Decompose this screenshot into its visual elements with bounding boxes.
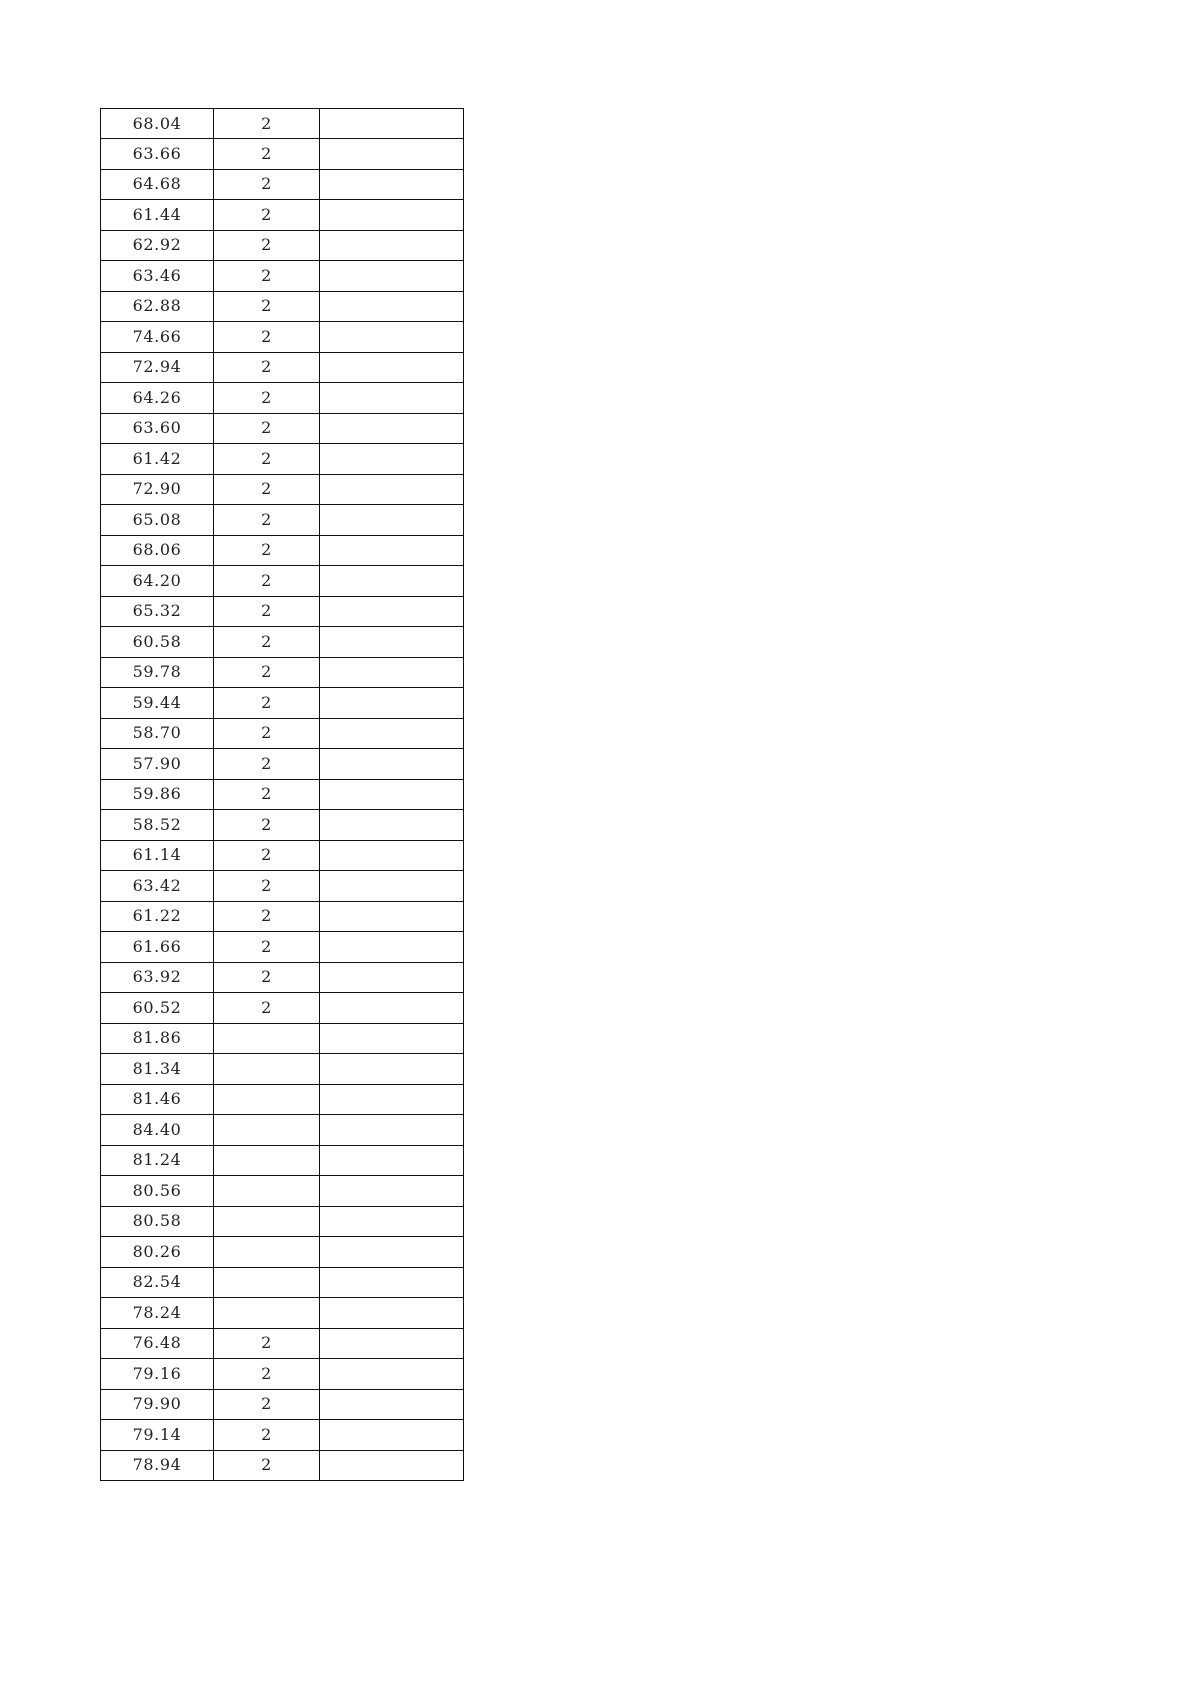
score-cell: 63.92 <box>101 962 214 993</box>
note-cell <box>320 1176 464 1207</box>
note-cell <box>320 261 464 292</box>
note-cell <box>320 444 464 475</box>
table-row <box>101 1084 464 1115</box>
note-cell <box>320 871 464 902</box>
score-cell: 59.86 <box>101 779 214 810</box>
note-cell <box>320 1145 464 1176</box>
count-cell: 2 <box>214 566 320 597</box>
table-row <box>101 1054 464 1085</box>
score-cell: 63.46 <box>101 261 214 292</box>
score-cell: 59.78 <box>101 657 214 688</box>
note-cell <box>320 1328 464 1359</box>
count-cell <box>214 1145 320 1176</box>
note-cell <box>320 993 464 1024</box>
note-cell <box>320 1420 464 1451</box>
count-cell: 2 <box>214 1389 320 1420</box>
note-cell <box>320 810 464 841</box>
table-body <box>101 109 464 1481</box>
count-cell: 2 <box>214 535 320 566</box>
table-row <box>101 1328 464 1359</box>
table-row <box>101 1359 464 1390</box>
note-cell <box>320 200 464 231</box>
table-row <box>101 1176 464 1207</box>
note-cell <box>320 1023 464 1054</box>
note-cell <box>320 1359 464 1390</box>
table-row <box>101 1115 464 1146</box>
note-cell <box>320 322 464 353</box>
score-table <box>100 108 464 1481</box>
table-row <box>101 932 464 963</box>
score-cell: 65.32 <box>101 596 214 627</box>
count-cell: 2 <box>214 200 320 231</box>
score-cell: 80.58 <box>101 1206 214 1237</box>
count-cell <box>214 1237 320 1268</box>
count-cell <box>214 1176 320 1207</box>
count-cell: 2 <box>214 932 320 963</box>
note-cell <box>320 718 464 749</box>
count-cell: 2 <box>214 291 320 322</box>
count-cell <box>214 1206 320 1237</box>
table-row <box>101 657 464 688</box>
count-cell: 2 <box>214 657 320 688</box>
table-row <box>101 810 464 841</box>
table-row <box>101 383 464 414</box>
note-cell <box>320 1237 464 1268</box>
count-cell: 2 <box>214 139 320 170</box>
count-cell: 2 <box>214 1359 320 1390</box>
count-cell: 2 <box>214 444 320 475</box>
table-row <box>101 413 464 444</box>
score-cell: 61.42 <box>101 444 214 475</box>
note-cell <box>320 505 464 536</box>
score-cell: 81.46 <box>101 1084 214 1115</box>
count-cell: 2 <box>214 322 320 353</box>
table-row <box>101 1206 464 1237</box>
note-cell <box>320 688 464 719</box>
score-cell: 81.34 <box>101 1054 214 1085</box>
score-cell: 82.54 <box>101 1267 214 1298</box>
score-cell: 68.04 <box>101 109 214 139</box>
score-cell: 68.06 <box>101 535 214 566</box>
note-cell <box>320 1389 464 1420</box>
score-cell: 59.44 <box>101 688 214 719</box>
score-cell: 63.42 <box>101 871 214 902</box>
table-row <box>101 322 464 353</box>
note-cell <box>320 1115 464 1146</box>
count-cell: 2 <box>214 383 320 414</box>
score-cell: 61.66 <box>101 932 214 963</box>
table-row <box>101 535 464 566</box>
count-cell <box>214 1084 320 1115</box>
score-cell: 79.14 <box>101 1420 214 1451</box>
count-cell: 2 <box>214 779 320 810</box>
table-row <box>101 993 464 1024</box>
note-cell <box>320 1298 464 1329</box>
note-cell <box>320 1054 464 1085</box>
table-row <box>101 352 464 383</box>
note-cell <box>320 749 464 780</box>
score-cell: 61.14 <box>101 840 214 871</box>
table-row <box>101 169 464 200</box>
table-row <box>101 139 464 170</box>
score-cell: 72.90 <box>101 474 214 505</box>
note-cell <box>320 627 464 658</box>
note-cell <box>320 1084 464 1115</box>
note-cell <box>320 1267 464 1298</box>
count-cell <box>214 1267 320 1298</box>
note-cell <box>320 383 464 414</box>
table-row <box>101 1267 464 1298</box>
score-cell: 79.90 <box>101 1389 214 1420</box>
table-row <box>101 840 464 871</box>
count-cell <box>214 1115 320 1146</box>
note-cell <box>320 352 464 383</box>
note-cell <box>320 932 464 963</box>
count-cell: 2 <box>214 230 320 261</box>
score-cell: 78.24 <box>101 1298 214 1329</box>
score-cell: 60.58 <box>101 627 214 658</box>
table-row <box>101 871 464 902</box>
score-cell: 60.52 <box>101 993 214 1024</box>
table-row <box>101 688 464 719</box>
score-cell: 61.22 <box>101 901 214 932</box>
count-cell: 2 <box>214 810 320 841</box>
score-cell: 58.70 <box>101 718 214 749</box>
note-cell <box>320 230 464 261</box>
score-cell: 80.56 <box>101 1176 214 1207</box>
score-cell: 78.94 <box>101 1450 214 1481</box>
note-cell <box>320 779 464 810</box>
score-cell: 62.88 <box>101 291 214 322</box>
count-cell: 2 <box>214 413 320 444</box>
score-cell: 64.20 <box>101 566 214 597</box>
note-cell <box>320 535 464 566</box>
count-cell: 2 <box>214 962 320 993</box>
table-row <box>101 1389 464 1420</box>
note-cell <box>320 1450 464 1481</box>
note-cell <box>320 840 464 871</box>
table-row <box>101 718 464 749</box>
score-cell: 57.90 <box>101 749 214 780</box>
score-cell: 65.08 <box>101 505 214 536</box>
count-cell: 2 <box>214 505 320 536</box>
table-row <box>101 596 464 627</box>
count-cell <box>214 1298 320 1329</box>
table-row <box>101 109 464 139</box>
score-cell: 84.40 <box>101 1115 214 1146</box>
score-cell: 80.26 <box>101 1237 214 1268</box>
table-row <box>101 261 464 292</box>
note-cell <box>320 596 464 627</box>
table-row <box>101 1237 464 1268</box>
count-cell: 2 <box>214 993 320 1024</box>
count-cell: 2 <box>214 871 320 902</box>
note-cell <box>320 413 464 444</box>
count-cell: 2 <box>214 688 320 719</box>
score-cell: 72.94 <box>101 352 214 383</box>
note-cell <box>320 657 464 688</box>
table-row <box>101 1450 464 1481</box>
table-row <box>101 505 464 536</box>
score-cell: 64.26 <box>101 383 214 414</box>
table-row <box>101 1145 464 1176</box>
count-cell: 2 <box>214 901 320 932</box>
table-row <box>101 474 464 505</box>
note-cell <box>320 1206 464 1237</box>
score-cell: 81.24 <box>101 1145 214 1176</box>
count-cell: 2 <box>214 1420 320 1451</box>
note-cell <box>320 962 464 993</box>
count-cell: 2 <box>214 1328 320 1359</box>
table-row <box>101 1023 464 1054</box>
count-cell <box>214 1023 320 1054</box>
count-cell: 2 <box>214 1450 320 1481</box>
table-row <box>101 901 464 932</box>
table-row <box>101 779 464 810</box>
note-cell <box>320 566 464 597</box>
count-cell: 2 <box>214 749 320 780</box>
count-cell: 2 <box>214 840 320 871</box>
count-cell: 2 <box>214 627 320 658</box>
table-row <box>101 749 464 780</box>
table-row <box>101 291 464 322</box>
count-cell: 2 <box>214 261 320 292</box>
count-cell <box>214 1054 320 1085</box>
score-cell: 74.66 <box>101 322 214 353</box>
score-cell: 63.66 <box>101 139 214 170</box>
score-cell: 63.60 <box>101 413 214 444</box>
table-row <box>101 200 464 231</box>
score-cell: 81.86 <box>101 1023 214 1054</box>
score-cell: 58.52 <box>101 810 214 841</box>
note-cell <box>320 109 464 139</box>
count-cell: 2 <box>214 718 320 749</box>
table-row <box>101 566 464 597</box>
count-cell: 2 <box>214 109 320 139</box>
table-row <box>101 230 464 261</box>
table-row <box>101 444 464 475</box>
note-cell <box>320 291 464 322</box>
table-row <box>101 627 464 658</box>
table-row <box>101 1420 464 1451</box>
score-cell: 76.48 <box>101 1328 214 1359</box>
note-cell <box>320 139 464 170</box>
note-cell <box>320 169 464 200</box>
table-row <box>101 1298 464 1329</box>
table-row <box>101 962 464 993</box>
count-cell: 2 <box>214 352 320 383</box>
note-cell <box>320 901 464 932</box>
count-cell: 2 <box>214 596 320 627</box>
score-cell: 62.92 <box>101 230 214 261</box>
score-cell: 79.16 <box>101 1359 214 1390</box>
note-cell <box>320 474 464 505</box>
count-cell: 2 <box>214 474 320 505</box>
score-cell: 64.68 <box>101 169 214 200</box>
count-cell: 2 <box>214 169 320 200</box>
score-cell: 61.44 <box>101 200 214 231</box>
